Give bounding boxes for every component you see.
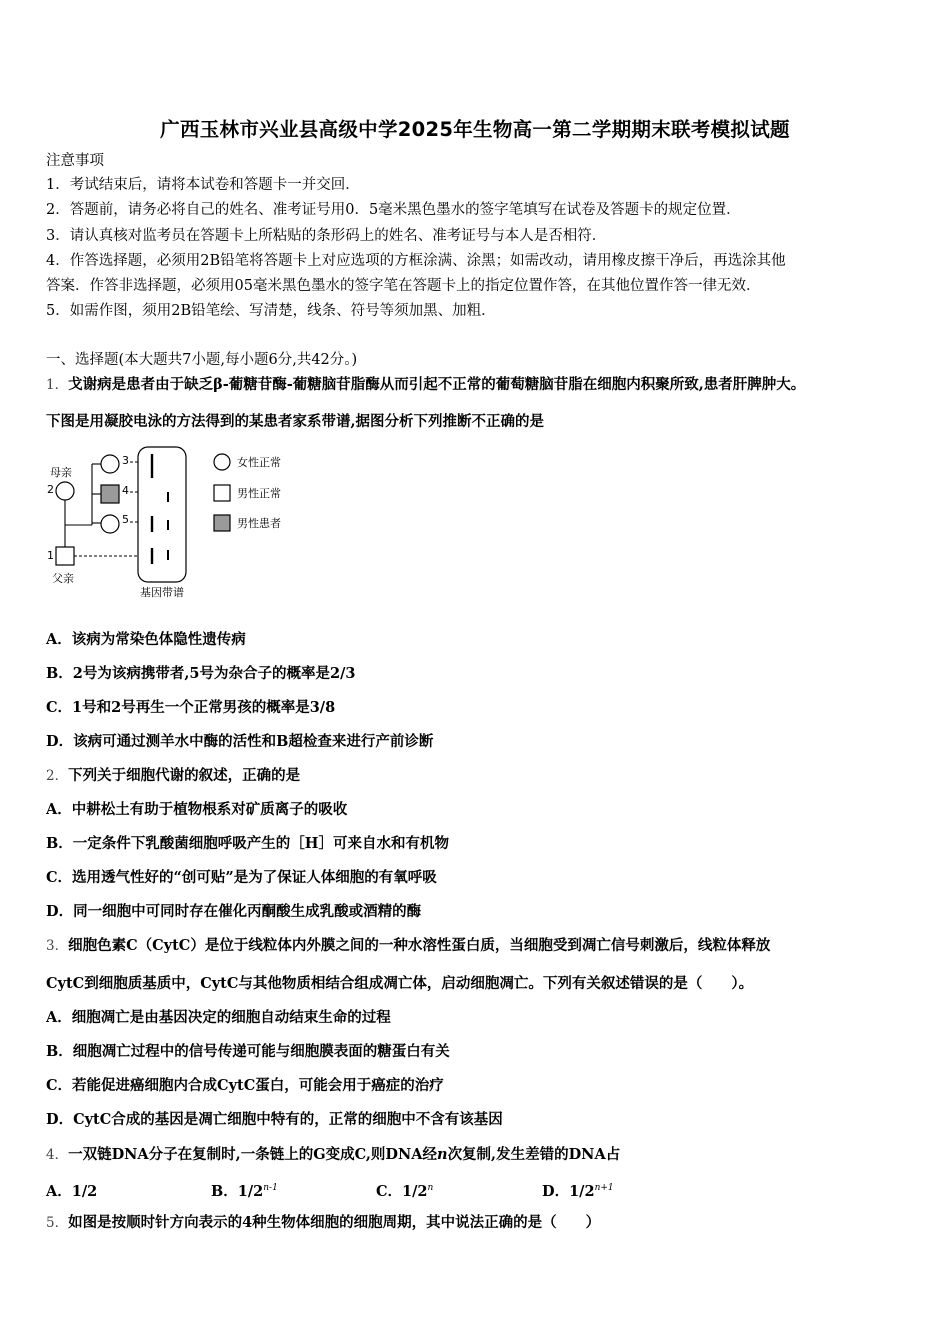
legend-female-normal-symbol xyxy=(214,454,230,470)
legend-male-patient: 男性患者 xyxy=(237,517,281,530)
child-4-symbol xyxy=(101,485,119,503)
father-symbol xyxy=(56,547,74,565)
question-number: 3． xyxy=(46,938,69,954)
notice-item: 3．请认真核对监考员在答题卡上所粘贴的条形码上的姓名、准考证号与本人是否相符． xyxy=(46,228,607,244)
father-label: 父亲 xyxy=(52,572,74,585)
q2-option-b: B．一定条件下乳酸菌细胞呼吸产生的［H］可来自水和有机物 xyxy=(46,835,449,852)
notice-item: 4．作答选择题，必须用2B铅笔将答题卡上对应选项的方框涂满、涂黑；如需改动，请用橡皮擦干净后，再选涂其他 xyxy=(46,253,786,269)
number-4-label: 4 xyxy=(122,484,129,497)
legend-male-normal: 男性正常 xyxy=(237,487,281,500)
q1-stem-2: 下图是用凝胶电泳的方法得到的某患者家系带谱,据图分析下列推断不正确的是 xyxy=(46,413,545,430)
question-number: 2． xyxy=(46,768,69,784)
q3-stem-2: CytC到细胞质基质中，CytC与其他物质相结合组成凋亡体，启动细胞凋亡。下列有关叙述错误的是（ ）。 xyxy=(46,975,754,992)
child-5-symbol xyxy=(101,515,119,533)
q3-option-b: B．细胞凋亡过程中的信号传递可能与细胞膜表面的糖蛋白有关 xyxy=(46,1043,450,1060)
q1-option-b: B．2号为该病携带者,5号为杂合子的概率是2/3 xyxy=(46,665,356,682)
q3-option-d: D．CytC合成的基因是凋亡细胞中特有的，正常的细胞中不含有该基因 xyxy=(46,1111,503,1128)
q5-stem: 5．如图是按顺时针方向表示的4种生物体细胞的细胞周期，其中说法正确的是（ ） xyxy=(46,1214,601,1231)
q2-option-a: A．中耕松土有助于植物根系对矿质离子的吸收 xyxy=(46,801,348,818)
mother-label: 母亲 xyxy=(50,466,72,479)
q3-stem: 3．细胞色素C（CytC）是位于线粒体内外膜之间的一种水溶性蛋白质，当细胞受到凋亡信号刺激后，线粒体释放 xyxy=(46,937,771,954)
legend-female-normal: 女性正常 xyxy=(237,456,281,469)
q1-option-a: A．该病为常染色体隐性遗传病 xyxy=(46,631,246,648)
number-5-label: 5 xyxy=(122,513,129,526)
q2-option-d: D．同一细胞中可同时存在催化丙酮酸生成乳酸或酒精的酶 xyxy=(46,903,422,920)
question-number: 5． xyxy=(46,1215,69,1231)
number-3-label: 3 xyxy=(122,454,129,467)
q2-option-c: C．选用透气性好的“创可贴”是为了保证人体细胞的有氧呼吸 xyxy=(46,869,437,886)
legend-male-normal-symbol xyxy=(214,485,230,501)
q1-stem: 1．戈谢病是患者由于缺乏β-葡糖苷酶-葡糖脑苷脂酶从而引起不正常的葡萄糖脑苷脂在细胞内积聚所致,患者肝脾肿大。 xyxy=(46,376,806,393)
q1-option-c: C．1号和2号再生一个正常男孩的概率是3/8 xyxy=(46,699,336,716)
child-3-symbol xyxy=(101,455,119,473)
q1-option-d: D．该病可通过测羊水中酶的活性和B超检查来进行产前诊断 xyxy=(46,733,434,750)
q3-option-c: C．若能促进癌细胞内合成CytC蛋白，可能会用于癌症的治疗 xyxy=(46,1077,444,1094)
q4-option-d: D．$1/2^{n+1}$ xyxy=(542,1183,614,1200)
notice-item: 5．如需作图，须用2B铅笔绘、写清楚，线条、符号等须加黑、加粗． xyxy=(46,303,496,319)
question-number: 4． xyxy=(46,1147,69,1163)
pedigree-gel-figure xyxy=(44,444,304,604)
gene-map-caption: 基因带谱 xyxy=(140,586,184,599)
section-heading: 一、选择题(本大题共7小题,每小题6分,共42分。) xyxy=(46,352,358,368)
notice-item: 1．考试结束后，请将本试卷和答题卡一并交回． xyxy=(46,177,360,193)
q2-stem: 2．下列关于细胞代谢的叙述，正确的是 xyxy=(46,767,301,784)
number-2-label: 2 xyxy=(47,483,54,496)
number-1-label: 1 xyxy=(47,549,54,562)
question-number: 1． xyxy=(46,377,69,393)
q3-option-a: A．细胞凋亡是由基因决定的细胞自动结束生命的过程 xyxy=(46,1009,391,1026)
q4-option-b: B．1/2$^{n-1}$ xyxy=(211,1183,278,1200)
page-title: 广西玉林市兴业县高级中学2025年生物高一第二学期期末联考模拟试题 xyxy=(160,118,790,141)
notice-heading: 注意事项 xyxy=(46,153,104,169)
legend-male-patient-symbol xyxy=(214,515,230,531)
mother-symbol xyxy=(56,482,74,500)
q4-stem: 4．一双链DNA分子在复制时,一条链上的G变成C,则DNA经n次复制,发生差错的DNA占 xyxy=(46,1146,621,1163)
gel-box xyxy=(138,447,186,582)
notice-item: 2．答题前，请务必将自己的姓名、准考证号用0．5毫米黑色墨水的签字笔填写在试卷及答题卡的规定位置． xyxy=(46,202,741,218)
q4-option-c: C．1/2$^n$ xyxy=(376,1183,434,1200)
notice-item: 答案．作答非选择题，必须用05毫米黑色墨水的签字笔在答题卡上的指定位置作答，在其他位置作答一律无效． xyxy=(46,278,761,294)
q4-option-a: A．1/2 xyxy=(46,1183,98,1200)
